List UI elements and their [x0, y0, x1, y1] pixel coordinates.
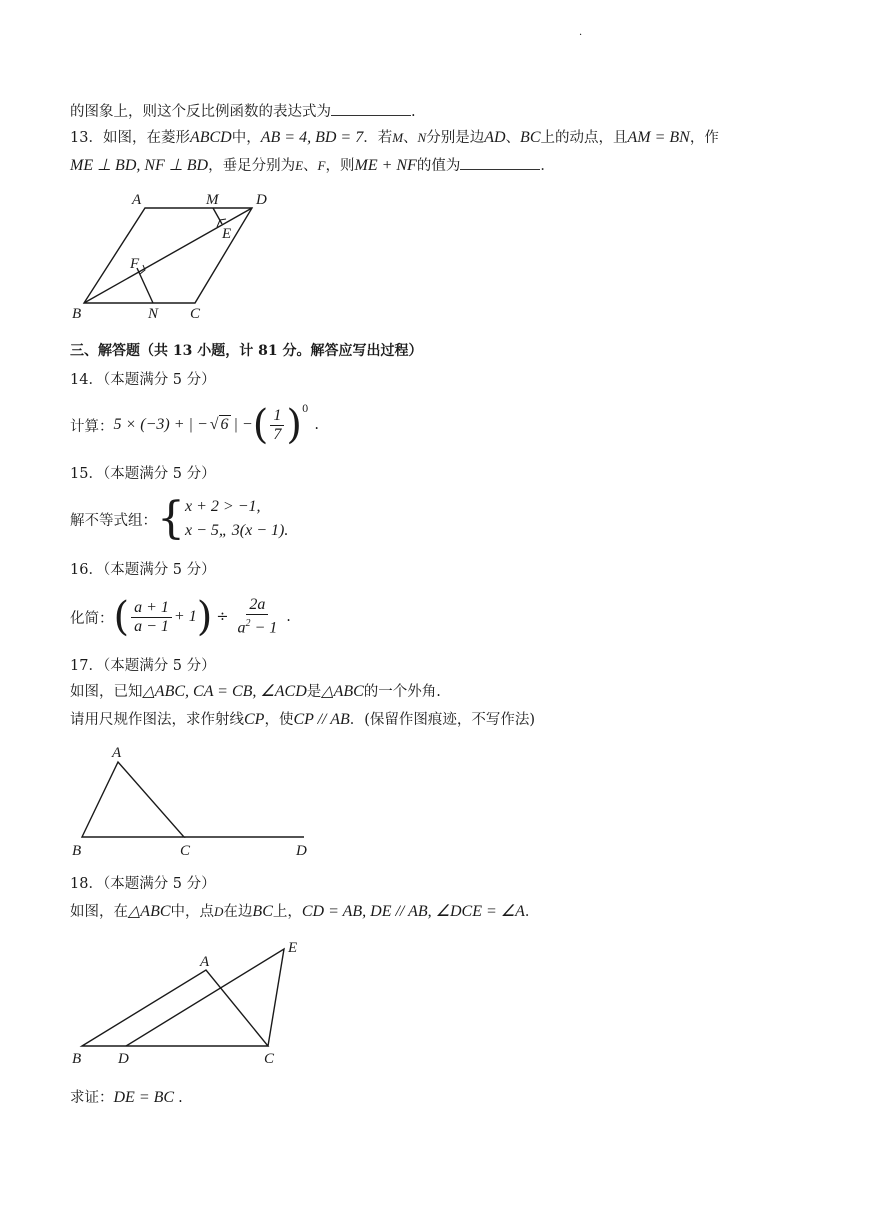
- math-ad: AD: [484, 129, 506, 146]
- triangle-abc: [82, 762, 184, 837]
- math: CP: [244, 711, 265, 728]
- label-d: D: [296, 843, 307, 859]
- text: 如图，在: [70, 904, 128, 920]
- math: △ABC, CA = CB, ∠ACD: [142, 683, 307, 700]
- period: .: [314, 417, 319, 433]
- den-rest: − 1: [250, 619, 278, 637]
- plus-one: + 1: [173, 608, 197, 625]
- inequality-2: x − 5„ 3(x − 1).: [185, 522, 289, 539]
- paren: (: [113, 594, 130, 640]
- fraction-2a: [234, 596, 280, 637]
- math-condition: AB = 4, BD = 7: [260, 129, 364, 146]
- text: 求证：: [70, 1090, 114, 1106]
- label-d: D: [118, 1051, 129, 1067]
- label-d: D: [256, 192, 267, 208]
- q18-figure: [60, 932, 320, 1072]
- label-m: M: [206, 192, 219, 208]
- q17-header: 17．（本题满分 5 分）: [70, 658, 216, 674]
- math: DE = BC: [113, 1089, 175, 1106]
- q16-expression: [70, 592, 291, 642]
- q12-continuation: [70, 100, 416, 121]
- denominator: a − 1: [134, 617, 169, 635]
- math-n: N: [417, 130, 427, 145]
- q17-line2: [70, 708, 535, 729]
- segment-nf: [137, 268, 153, 303]
- q14-expression: [70, 402, 319, 448]
- label-b: B: [72, 843, 82, 859]
- text: 在边: [223, 904, 253, 920]
- label-a: A: [112, 745, 122, 761]
- text: 是: [306, 684, 322, 700]
- label-e: E: [288, 940, 298, 956]
- text: 解不等式组：: [70, 512, 157, 529]
- text: 中，: [231, 130, 261, 146]
- math-expr: 5 × (−3) + | −: [113, 416, 208, 433]
- divide-sign: ÷: [216, 609, 229, 625]
- numerator: 1: [270, 407, 284, 426]
- math: CP // AB: [293, 711, 350, 728]
- paren: ): [286, 402, 302, 448]
- fraction-a1-a-1: [131, 599, 172, 636]
- inequality-1: x + 2 > −1,: [185, 498, 261, 515]
- math-expr: | −: [233, 416, 253, 433]
- text: 请用尺规作图法，求作射线: [70, 712, 244, 728]
- q13-number: 13．如图，在菱形: [70, 130, 190, 146]
- math-abcd: ABCD: [189, 129, 232, 146]
- q12-text: 的图象上，则这个反比例函数的表达式为: [70, 104, 331, 120]
- label-c: C: [190, 306, 201, 322]
- math-e: E: [295, 158, 304, 173]
- text: ，垂足分别为: [208, 158, 296, 174]
- label-c: C: [180, 843, 191, 859]
- math-sum: ME + NF: [354, 157, 417, 174]
- text: 计算：: [70, 418, 114, 435]
- paren: ): [196, 594, 213, 640]
- q13-line1: [70, 126, 719, 147]
- label-f: F: [130, 256, 140, 272]
- text: 化简：: [70, 610, 114, 627]
- text: 、: [303, 158, 318, 174]
- brace: {: [157, 493, 185, 544]
- diagonal-bd: [84, 208, 252, 303]
- answer-blank: [331, 101, 411, 116]
- text: 上的动点，且: [540, 130, 628, 146]
- label-c: C: [264, 1051, 275, 1067]
- label-b: B: [72, 1051, 82, 1067]
- answer-blank: [460, 155, 540, 170]
- text: 的值为: [416, 158, 461, 174]
- q16-header: 16．（本题满分 5 分）: [70, 562, 216, 578]
- paren: (: [252, 402, 269, 448]
- sqrt-6: √ 6: [209, 416, 229, 433]
- text: 的一个外角.: [363, 684, 441, 700]
- math: △ABC: [321, 683, 364, 700]
- sqrt-arg: 6: [220, 416, 229, 433]
- math-m: M: [392, 130, 404, 145]
- q17-line1: [70, 680, 441, 701]
- text: 中，点: [170, 904, 215, 920]
- period: .: [286, 609, 291, 625]
- q15-header: 15．（本题满分 5 分）: [70, 466, 216, 482]
- text: ．(保留作图痕迹，不写作法): [349, 712, 536, 728]
- triangle-abc: [82, 970, 268, 1046]
- rhombus-figure: [60, 185, 290, 330]
- math-d: D: [214, 904, 224, 919]
- q13-line2: [70, 154, 555, 175]
- math-perpendiculars: ME ⊥ BD, NF ⊥ BD: [70, 157, 209, 174]
- math-bc: BC: [520, 129, 541, 146]
- text: ，则: [325, 158, 355, 174]
- label-e: E: [222, 226, 232, 242]
- text: 分别是边: [426, 130, 485, 146]
- inequalities: [185, 495, 288, 543]
- period: .: [178, 1090, 183, 1106]
- q15-system: [70, 494, 288, 544]
- header-dot: ·: [579, 30, 583, 41]
- denominator: 7: [273, 425, 282, 443]
- label-n: N: [148, 306, 159, 322]
- triangle-abc-figure: [60, 740, 320, 865]
- text: 、: [403, 130, 418, 146]
- period: ．: [540, 158, 555, 174]
- q18-prove: [70, 1086, 183, 1107]
- denominator: [234, 615, 280, 637]
- den-exp: 2: [245, 618, 251, 630]
- label-a: A: [132, 192, 142, 208]
- text: ，使: [264, 712, 294, 728]
- section-title: 三、解答题（共 13 小题，计 81 分。解答应写出过程）: [70, 343, 423, 359]
- math-am-bn: AM = BN: [627, 129, 690, 146]
- q18-header: 18．（本题满分 5 分）: [70, 876, 216, 892]
- numerator: a + 1: [131, 599, 172, 618]
- text: ．: [524, 904, 540, 920]
- math-conditions: CD = AB, DE // AB, ∠DCE = ∠A: [301, 903, 525, 920]
- math: △ABC: [128, 903, 171, 920]
- exponent: 0: [301, 404, 309, 415]
- den-base: a: [237, 619, 246, 637]
- numerator: 2a: [246, 596, 268, 615]
- fraction-1-7: [270, 407, 284, 444]
- math-bc: BC: [252, 903, 273, 920]
- q18-line1: [70, 900, 539, 921]
- label-a: A: [200, 954, 210, 970]
- text: ．若: [363, 130, 393, 146]
- q14-header: 14．（本题满分 5 分）: [70, 372, 216, 388]
- text: 上，: [272, 904, 302, 920]
- text: 、: [505, 130, 521, 146]
- period: .: [411, 104, 416, 120]
- text: ，作: [689, 130, 719, 146]
- math-f: F: [317, 158, 326, 173]
- text: 如图，已知: [70, 684, 143, 700]
- label-b: B: [72, 306, 82, 322]
- segment-me: [213, 208, 222, 224]
